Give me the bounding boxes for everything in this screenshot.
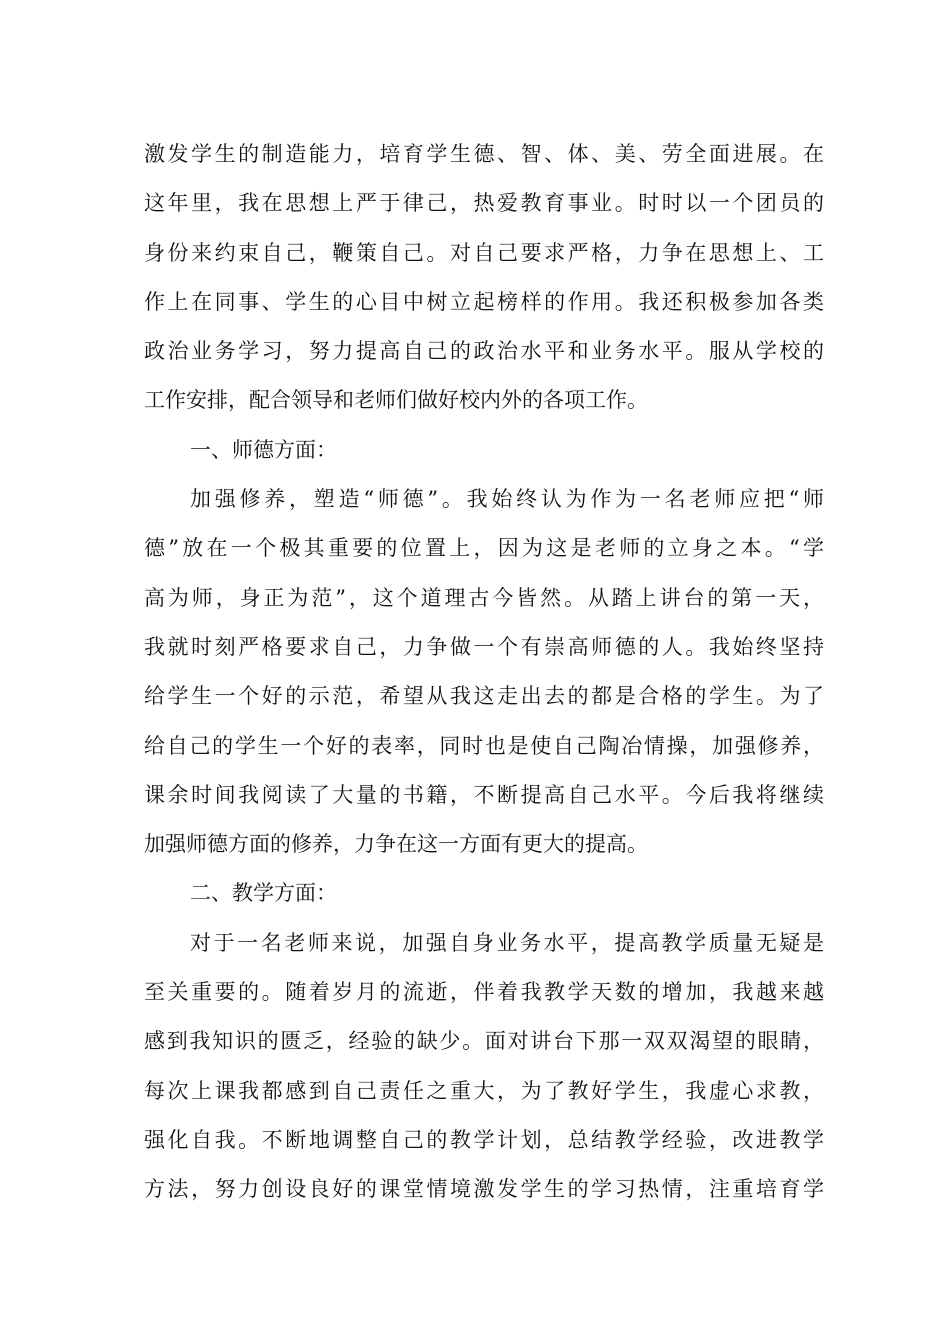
text-line: 每次上课我都感到自己责任之重大，为了教好学生，我虚心求教，	[144, 1078, 824, 1103]
body-text	[144, 130, 824, 1215]
text-line: 加强修养，塑造“师德”。我始终认为作为一名老师应把“师	[190, 487, 824, 512]
text-line: 加强师德方面的修养，力争在这一方面有更大的提高。	[144, 832, 648, 857]
text-line: 课余时间我阅读了大量的书籍，不断提高自己水平。今后我将继续	[144, 782, 824, 807]
text-line: 至关重要的。随着岁月的流逝，伴着我教学天数的增加，我越来越	[144, 980, 824, 1005]
text-line: 给自己的学生一个好的表率，同时也是使自己陶冶情操，加强修养，	[144, 733, 824, 758]
text-line: 这年里，我在思想上严于律己，热爱教育事业。时时以一个团员的	[144, 191, 824, 216]
text-line: 德”放在一个极其重要的位置上，因为这是老师的立身之本。“学	[144, 536, 824, 561]
text-line: 身份来约束自己，鞭策自己。对自己要求严格，力争在思想上、工	[144, 240, 824, 265]
text-line: 作上在同事、学生的心目中树立起榜样的作用。我还积极参加各类	[144, 289, 824, 314]
text-line: 强化自我。不断地调整自己的教学计划，总结教学经验，改进教学	[144, 1127, 824, 1152]
section-heading-teaching: 二、教学方面：	[190, 881, 337, 906]
text-line: 给学生一个好的示范，希望从我这走出去的都是合格的学生。为了	[144, 684, 824, 709]
text-line: 激发学生的制造能力，培育学生德、智、体、美、劳全面进展。在	[144, 142, 824, 166]
text-line: 方法，努力创设良好的课堂情境激发学生的学习热情，注重培育学	[144, 1177, 824, 1202]
text-line: 政治业务学习，努力提高自己的政治水平和业务水平。服从学校的	[144, 339, 824, 364]
text-line: 高为师，身正为范”，这个道理古今皆然。从踏上讲台的第一天，	[144, 585, 824, 610]
section-heading-teacher-ethics: 一、师德方面：	[190, 437, 337, 462]
text-line: 我就时刻严格要求自己，力争做一个有崇高师德的人。我始终坚持	[144, 634, 824, 659]
text-line: 感到我知识的匮乏，经验的缺少。面对讲台下那一双双渴望的眼睛，	[144, 1029, 824, 1054]
text-line: 对于一名老师来说，加强自身业务水平，提高教学质量无疑是	[190, 930, 824, 955]
text-line: 工作安排，配合领导和老师们做好校内外的各项工作。	[144, 388, 648, 413]
